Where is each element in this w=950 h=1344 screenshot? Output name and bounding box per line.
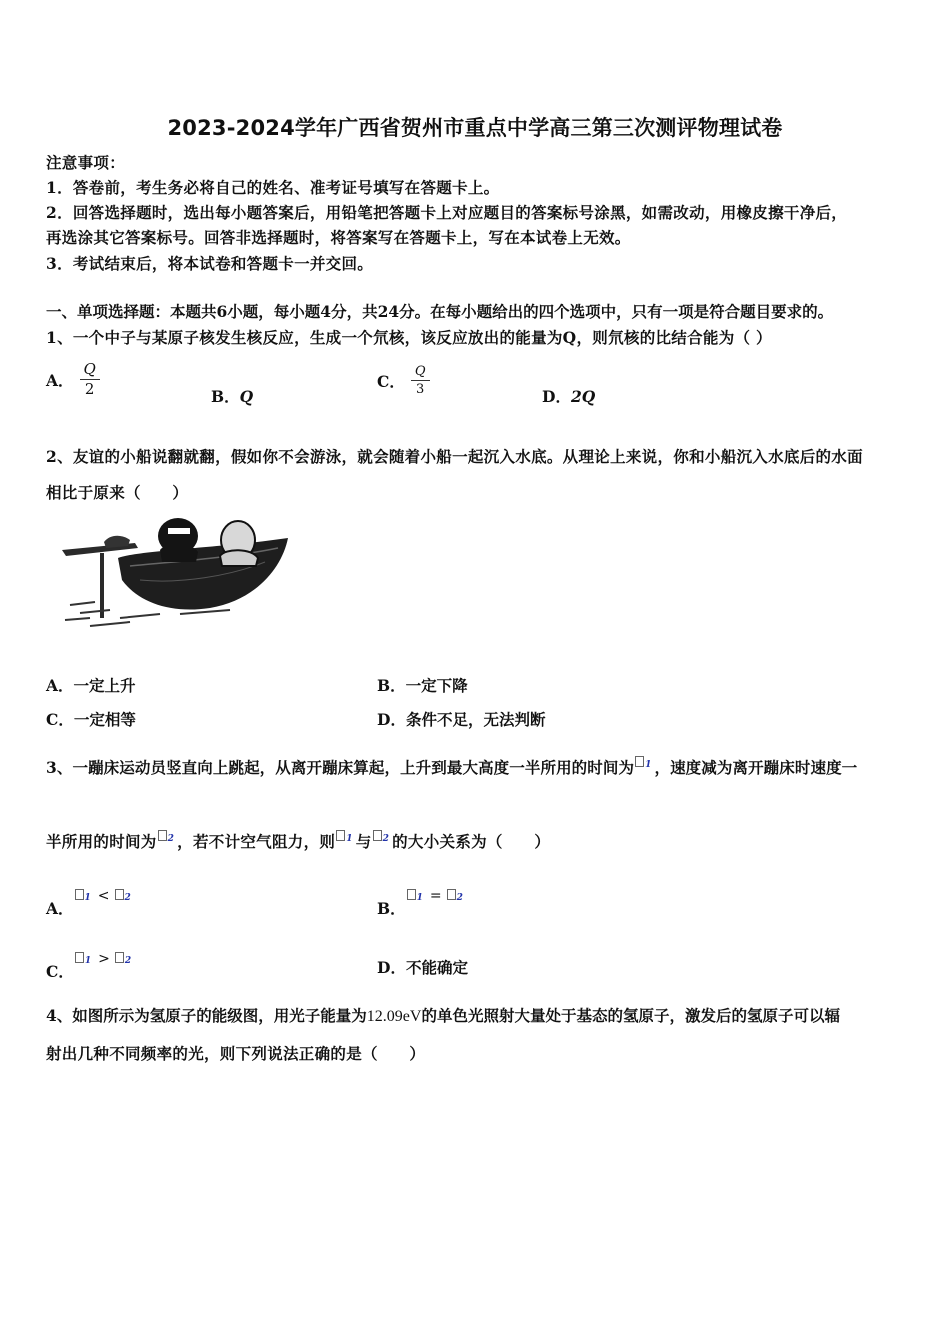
q3-line1-pre: 3、一蹦床运动员竖直向上跳起，从离开蹦床算起，上升到最大高度一半所用的时间为 bbox=[46, 758, 635, 778]
q3-option-a-relation: < bbox=[97, 888, 110, 904]
notice-heading: 注意事项： bbox=[46, 153, 126, 172]
t1-subscript: 1 bbox=[416, 893, 423, 903]
q2-option-d: D．条件不足，无法判断 bbox=[377, 710, 546, 729]
q3-option-d: D．不能确定 bbox=[377, 958, 468, 977]
q3-line2-and: 与 bbox=[355, 832, 372, 852]
q3-stem-line-2 bbox=[46, 830, 550, 852]
q1-option-a-label: A． bbox=[46, 370, 74, 390]
q3-option-a bbox=[46, 888, 134, 919]
notice-item-3: 3．考试结束后，将本试卷和答题卡一并交回。 bbox=[46, 254, 374, 273]
t1-symbol-icon bbox=[75, 952, 84, 963]
q1-option-c-label: C． bbox=[377, 371, 405, 391]
notice-item-2-cont: 再选涂其它答案标号。回答非选择题时，将答案写在答题卡上，写在本试卷上无效。 bbox=[46, 228, 631, 247]
q1-option-b-value: Q bbox=[239, 387, 254, 406]
q2-option-c: C．一定相等 bbox=[46, 710, 136, 729]
q4-photon-energy: 12.09eV bbox=[366, 1008, 422, 1025]
q1-option-a-numerator: Q bbox=[80, 362, 100, 380]
page-title: 2023-2024学年广西省贺州市重点中学高三第三次测评物理试卷 bbox=[167, 116, 783, 140]
q1-option-c-fraction bbox=[411, 365, 430, 396]
q3-stem-line-1 bbox=[46, 756, 857, 778]
notice-item-1: 1．答卷前，考生务必将自己的姓名、准考证号填写在答题卡上。 bbox=[46, 178, 500, 197]
t2-symbol-icon bbox=[115, 952, 124, 963]
t1-symbol-icon bbox=[336, 830, 345, 841]
t2-subscript: 2 bbox=[167, 834, 175, 844]
q1-option-d-value: 2Q bbox=[570, 387, 596, 406]
t1-symbol-icon bbox=[75, 889, 84, 900]
t2-subscript: 2 bbox=[124, 893, 131, 903]
section-heading: 一、单项选择题：本题共6小题，每小题4分，共24分。在每小题给出的四个选项中，只有一项是符合题目要求的。 bbox=[46, 302, 834, 321]
t1-subscript: 1 bbox=[645, 760, 652, 770]
q2-option-b: B．一定下降 bbox=[377, 676, 468, 695]
q3-option-b bbox=[377, 888, 466, 919]
q4-stem-line-1 bbox=[46, 1004, 840, 1026]
q2-stem-line-1: 2、友谊的小船说翻就翻，假如你不会游泳，就会随着小船一起沉入水底。从理论上来说，你和小船沉入水底后的水面 bbox=[46, 447, 863, 466]
q3-line1-post: ，速度减为离开蹦床时速度一 bbox=[654, 758, 858, 778]
q1-option-c-denominator: 3 bbox=[416, 382, 425, 397]
t1-symbol-icon bbox=[635, 756, 644, 767]
t1-symbol-icon bbox=[407, 889, 416, 900]
t1-subscript: 1 bbox=[84, 893, 91, 903]
q1-stem: 1、一个中子与某原子核发生核反应，生成一个氘核，该反应放出的能量为Q，则氘核的比结合能为（ ） bbox=[46, 328, 772, 347]
q1-option-a bbox=[46, 362, 100, 397]
t2-symbol-icon bbox=[447, 889, 456, 900]
q1-option-d bbox=[542, 385, 595, 407]
q3-line2-post: 的大小关系为（ ） bbox=[392, 832, 551, 852]
t1-subscript: 1 bbox=[84, 956, 92, 966]
t1-subscript: 1 bbox=[346, 834, 353, 844]
q3-line2-mid: ，若不计空气阻力，则 bbox=[177, 832, 336, 852]
t2-symbol-icon bbox=[158, 830, 167, 841]
q1-option-c-numerator: Q bbox=[411, 365, 430, 381]
q1-option-b bbox=[211, 385, 253, 407]
q1-option-a-denominator: 2 bbox=[84, 380, 95, 398]
q1-option-a-fraction bbox=[80, 362, 100, 397]
t2-symbol-icon bbox=[115, 889, 124, 900]
q4-line1-pre: 4、如图所示为氢原子的能级图，用光子能量为 bbox=[46, 1006, 367, 1025]
boat-illustration bbox=[60, 510, 292, 632]
q1-option-b-label: B． bbox=[211, 387, 240, 406]
q3-option-a-label: A． bbox=[46, 899, 74, 919]
t2-subscript: 2 bbox=[456, 893, 463, 903]
notice-item-2: 2．回答选择题时，选出每小题答案后，用铅笔把答题卡上对应题目的答案标号涂黑，如需改动，用橡皮擦干净后， bbox=[46, 203, 848, 222]
t2-subscript: 2 bbox=[124, 956, 132, 966]
q4-line1-post: 的单色光照射大量处于基态的氢原子，激发后的氢原子可以辐 bbox=[421, 1006, 840, 1025]
t2-subscript: 2 bbox=[382, 834, 390, 844]
q3-option-c bbox=[46, 951, 134, 982]
q3-option-c-relation: > bbox=[98, 951, 110, 967]
q1-option-d-label: D． bbox=[542, 387, 571, 406]
q3-option-b-label: B． bbox=[377, 899, 406, 919]
q3-option-b-relation: = bbox=[429, 888, 442, 904]
q3-line2-pre: 半所用的时间为 bbox=[46, 832, 157, 852]
q2-stem-line-2: 相比于原来（ ） bbox=[46, 483, 189, 502]
q4-stem-line-2: 射出几种不同频率的光，则下列说法正确的是（ ） bbox=[46, 1044, 426, 1063]
t2-symbol-icon bbox=[373, 830, 382, 841]
q1-option-c bbox=[377, 365, 430, 396]
q3-option-c-label: C． bbox=[46, 962, 74, 982]
q2-option-a: A．一定上升 bbox=[46, 676, 136, 695]
